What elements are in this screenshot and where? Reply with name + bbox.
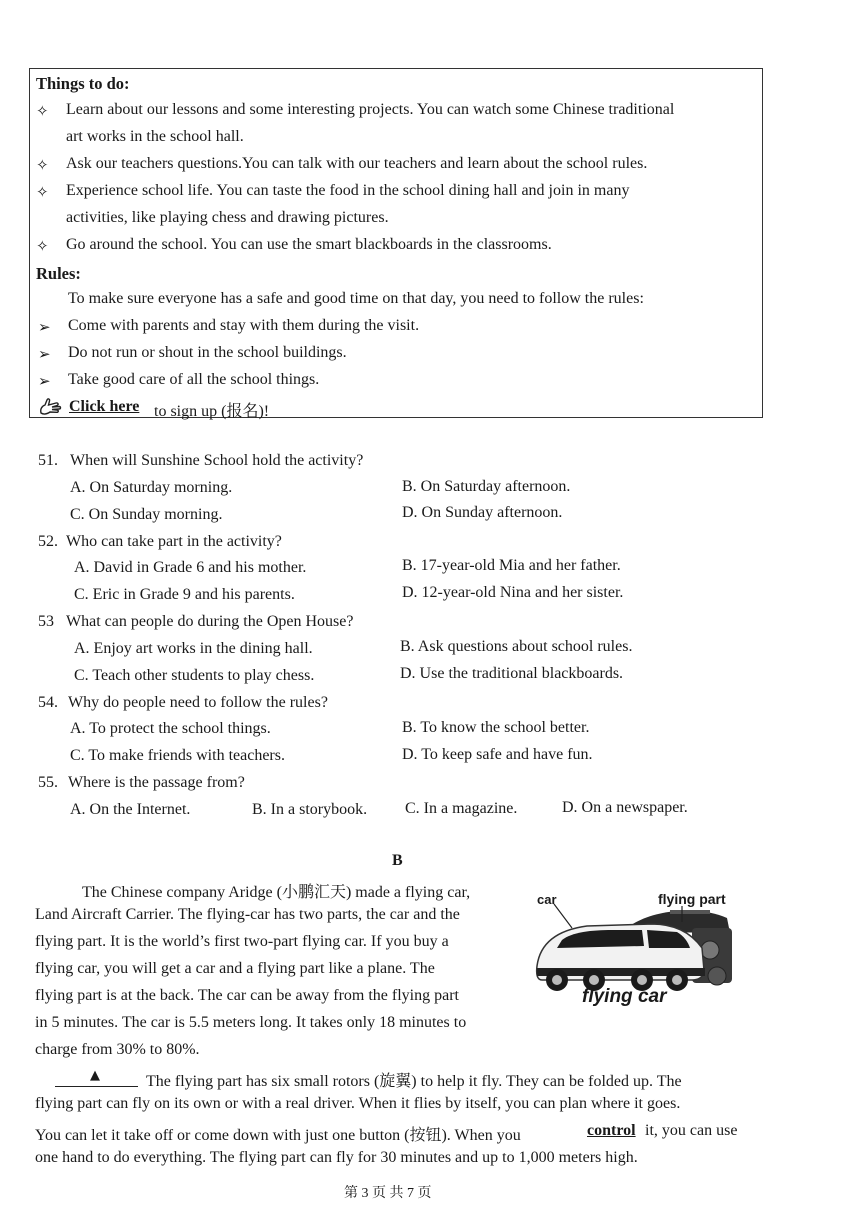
rules-heading: Rules:: [36, 264, 81, 283]
page-footer: 第 3 页 共 7 页: [344, 1186, 432, 1201]
option-d: D. To keep safe and have fun.: [402, 746, 593, 763]
things-item-1-line2: art works in the school hall.: [66, 128, 244, 145]
question-text: Who can take part in the activity?: [66, 533, 282, 550]
signup-text: to sign up (报名)!: [154, 403, 270, 420]
option-a: A. To protect the school things.: [70, 720, 271, 737]
option-b: B. In a storybook.: [252, 801, 368, 818]
figure-label-flying-part: flying part: [658, 891, 726, 907]
option-a: A. On the Internet.: [70, 801, 191, 818]
option-b: B. 17-year-old Mia and her father.: [402, 557, 621, 574]
paragraph-line: The flying part has six small rotors (旋翼) to help it fly. They can be folded up. The: [146, 1073, 682, 1090]
paragraph-line: one hand to do everything. The flying part can fly for 30 minutes and up to 1,000 meters high.: [35, 1149, 638, 1166]
option-d: D. 12-year-old Nina and her sister.: [402, 584, 624, 601]
option-a: A. On Saturday morning.: [70, 479, 233, 496]
question-number: 52.: [38, 533, 58, 550]
triangle-marker-icon: ▲: [90, 1068, 100, 1083]
question-number: 54.: [38, 694, 58, 711]
arrow-bullet-icon: ➢: [38, 318, 51, 336]
pointing-hand-icon: [38, 397, 66, 417]
option-c: C. To make friends with teachers.: [70, 747, 285, 764]
paragraph-line: flying part. It is the world’s first two-part flying car. If you buy a: [35, 933, 449, 950]
option-d: D. On Sunday afternoon.: [402, 504, 563, 521]
bullet-icon: ✧: [36, 102, 49, 120]
question-text: Where is the passage from?: [68, 774, 245, 791]
arrow-bullet-icon: ➢: [38, 372, 51, 390]
bullet-icon: ✧: [36, 156, 49, 174]
option-c: C. Teach other students to play chess.: [74, 667, 315, 684]
arrow-bullet-icon: ➢: [38, 345, 51, 363]
bullet-icon: ✧: [36, 237, 49, 255]
option-a: A. David in Grade 6 and his mother.: [74, 559, 307, 576]
paragraph-line: flying part is at the back. The car can be away from the flying part: [35, 987, 459, 1004]
option-c: C. On Sunday morning.: [70, 506, 223, 523]
things-item-1-line1: Learn about our lessons and some interesting projects. You can watch some Chinese traditional: [66, 101, 675, 118]
figure-label-car: car: [537, 892, 557, 907]
rule-item-3: Take good care of all the school things.: [68, 371, 320, 388]
option-d: D. On a newspaper.: [562, 799, 688, 816]
paragraph-line: in 5 minutes. The car is 5.5 meters long. It takes only 18 minutes to: [35, 1014, 467, 1031]
option-b: B. On Saturday afternoon.: [402, 478, 571, 495]
figure-caption: flying car: [582, 986, 667, 1007]
question-number: 51.: [38, 452, 58, 469]
paragraph-line: flying part can fly on its own or with a real driver. When it flies by itself, you can plan where it goes.: [35, 1095, 681, 1112]
question-number: 53: [38, 613, 54, 630]
keyword-control: control: [587, 1122, 636, 1139]
things-item-4: Go around the school. You can use the smart blackboards in the classrooms.: [66, 236, 552, 253]
question-text: What can people do during the Open House?: [66, 613, 354, 630]
option-b: B. To know the school better.: [402, 719, 590, 736]
things-item-3-line2: activities, like playing chess and drawing pictures.: [66, 209, 389, 226]
question-number: 55.: [38, 774, 58, 791]
paragraph-line: Land Aircraft Carrier. The flying-car has two parts, the car and the: [35, 906, 460, 923]
rules-intro: To make sure everyone has a safe and good time on that day, you need to follow the rules:: [68, 290, 644, 307]
option-a: A. Enjoy art works in the dining hall.: [74, 640, 313, 657]
paragraph-line: it, you can use: [645, 1122, 738, 1139]
question-text: When will Sunshine School hold the activity?: [70, 452, 364, 469]
things-heading: Things to do:: [36, 74, 130, 93]
answer-blank: [55, 1086, 138, 1087]
question-text: Why do people need to follow the rules?: [68, 694, 328, 711]
option-c: C. In a magazine.: [405, 800, 518, 817]
things-item-2: Ask our teachers questions.You can talk with our teachers and learn about the school rules.: [66, 155, 648, 172]
paragraph-line: You can let it take off or come down with just one button (按钮). When you: [35, 1127, 521, 1144]
signup-link[interactable]: Click here: [69, 398, 140, 415]
paragraph-line: The Chinese company Aridge (小鹏汇天) made a flying car,: [82, 884, 471, 901]
things-item-3-line1: Experience school life. You can taste the food in the school dining hall and join in many: [66, 182, 630, 199]
section-heading: B: [392, 852, 403, 869]
option-b: B. Ask questions about school rules.: [400, 638, 633, 655]
option-d: D. Use the traditional blackboards.: [400, 665, 624, 682]
paragraph-line: flying car, you will get a car and a flying part like a plane. The: [35, 960, 435, 977]
bullet-icon: ✧: [36, 183, 49, 201]
rule-item-1: Come with parents and stay with them during the visit.: [68, 317, 420, 334]
rule-item-2: Do not run or shout in the school buildings.: [68, 344, 347, 361]
paragraph-line: charge from 30% to 80%.: [35, 1041, 200, 1058]
option-c: C. Eric in Grade 9 and his parents.: [74, 586, 295, 603]
